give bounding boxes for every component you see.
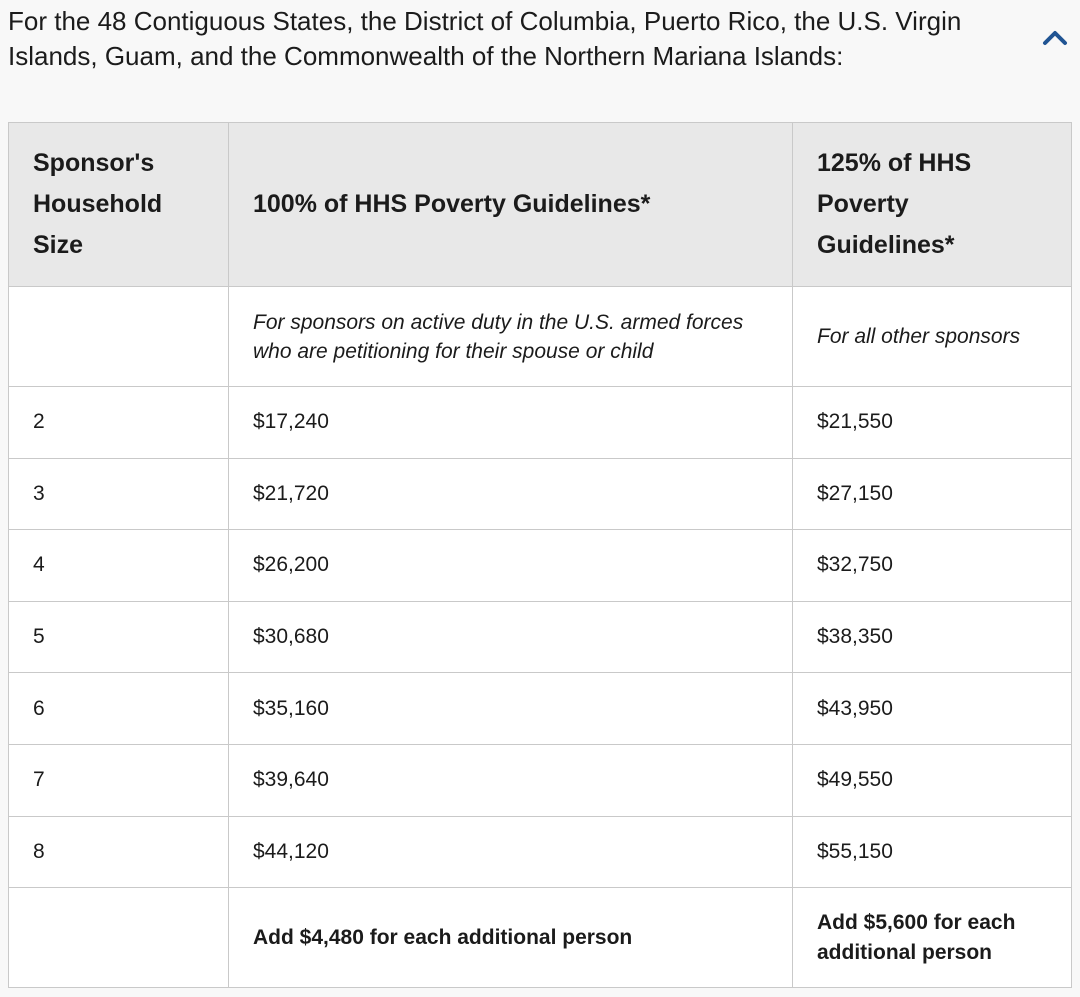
guideline-100-cell: $21,720	[229, 458, 793, 530]
household-size-cell: 3	[9, 458, 229, 530]
household-size-cell: 6	[9, 673, 229, 745]
guideline-125-cell: $27,150	[793, 458, 1072, 530]
header-household-size: Sponsor's Household Size	[9, 123, 229, 287]
household-size-cell: 4	[9, 530, 229, 602]
guideline-125-cell: $49,550	[793, 744, 1072, 816]
guideline-100-cell: $30,680	[229, 601, 793, 673]
header-125-percent: 125% of HHS Poverty Guidelines*	[793, 123, 1072, 287]
guideline-100-cell: $44,120	[229, 816, 793, 888]
footer-additional-125: Add $5,600 for each additional person	[793, 888, 1072, 988]
footer-additional-100: Add $4,480 for each additional person	[229, 888, 793, 988]
table-row	[9, 601, 1072, 673]
table-row	[9, 458, 1072, 530]
table-row	[9, 387, 1072, 459]
table-subheader-row	[9, 287, 1072, 387]
guideline-125-cell: $43,950	[793, 673, 1072, 745]
header-100-percent: 100% of HHS Poverty Guidelines*	[229, 123, 793, 287]
subheader-active-duty: For sponsors on active duty in the U.S. armed forces who are petitioning for their spouse or child	[229, 287, 793, 387]
accordion-heading: For the 48 Contiguous States, the District of Columbia, Puerto Rico, the U.S. Virgin Islands, Guam, and the Commonwealth of the Northern Mariana Islands:	[8, 6, 962, 71]
poverty-guidelines-table	[8, 122, 1072, 988]
table-footer-row	[9, 888, 1072, 988]
subheader-household-size	[9, 287, 229, 387]
table-row	[9, 744, 1072, 816]
subheader-other-sponsors: For all other sponsors	[793, 287, 1072, 387]
accordion-header[interactable]	[0, 0, 1080, 80]
table-row	[9, 816, 1072, 888]
guideline-125-cell: $55,150	[793, 816, 1072, 888]
guideline-125-cell: $32,750	[793, 530, 1072, 602]
household-size-cell: 5	[9, 601, 229, 673]
guideline-100-cell: $35,160	[229, 673, 793, 745]
poverty-guidelines-table-container	[8, 122, 1071, 988]
household-size-cell: 7	[9, 744, 229, 816]
household-size-cell: 8	[9, 816, 229, 888]
guideline-100-cell: $39,640	[229, 744, 793, 816]
table-row	[9, 673, 1072, 745]
guideline-100-cell: $26,200	[229, 530, 793, 602]
table-header-row	[9, 123, 1072, 287]
footer-household-size	[9, 888, 229, 988]
guideline-125-cell: $21,550	[793, 387, 1072, 459]
chevron-up-icon[interactable]	[1040, 24, 1076, 54]
table-row	[9, 530, 1072, 602]
guideline-125-cell: $38,350	[793, 601, 1072, 673]
guideline-100-cell: $17,240	[229, 387, 793, 459]
household-size-cell: 2	[9, 387, 229, 459]
